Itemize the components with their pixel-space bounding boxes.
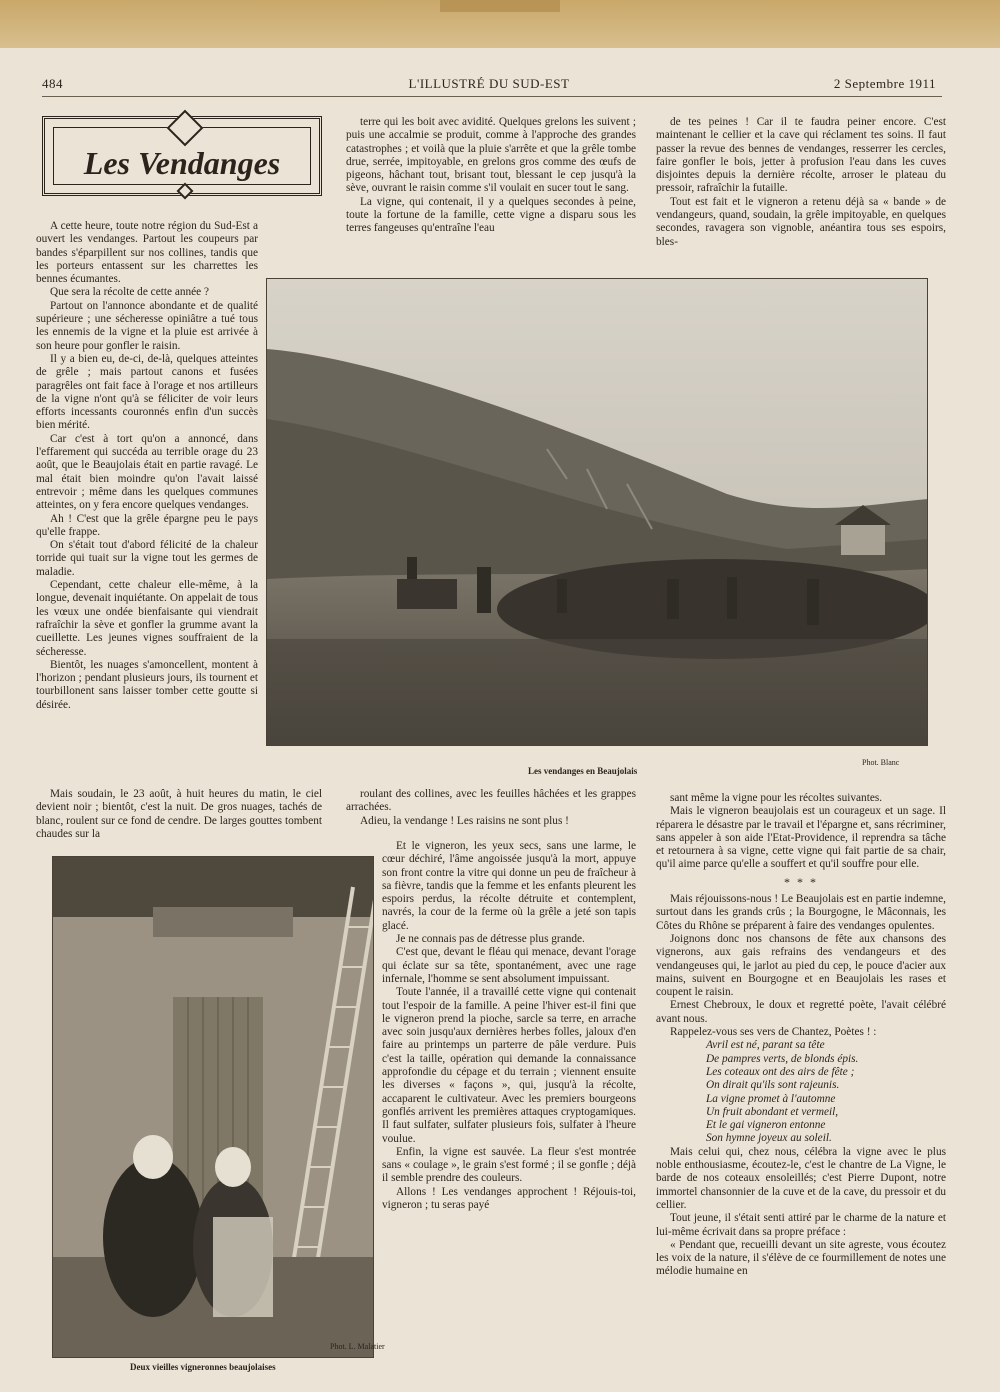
poem-line: Et le gai vigneron entonne <box>706 1119 826 1132</box>
poem-line: La vigne promet à l'automne <box>706 1092 836 1105</box>
column-1-bottom-text <box>36 788 322 840</box>
paragraph: On s'était tout d'abord félicité de la chaleur torride qui tuait sur la vigne tout les germes de maladie. <box>36 539 258 578</box>
paragraph: Allons ! Les vendanges approchent ! Réjouis-toi, vigneron ; tu seras payé <box>382 1185 636 1212</box>
poem-line: On dirait qu'ils sont rajeunis. <box>706 1079 840 1092</box>
paragraph: « Pendant que, recueilli devant un site agreste, vous écoutez les voix de la nature, il s'élève de ce fourmillement de notes une mélodie humaine en <box>656 1238 946 1278</box>
paragraph: Mais celui qui, chez nous, célébra la vigne avec le plus noble enthousiasme, écoutez-le, c'est le chantre de La Vigne, le barde de nos coteaux ensoleillés; c'est Pierre Dupont, notre immortel chansonnier de la cuve et de la cave, du pressoir et du cellier. <box>656 1145 946 1211</box>
paragraph: roulant des collines, avec les feuilles hâchées et les grappes arrachées. <box>346 788 636 814</box>
paragraph: A cette heure, toute notre région du Sud-Est a ouvert les vendanges. Partout les coupeurs par bandes s'éparpillent sur nos collines, tandis que les porteurs entassent sur les charrettes les bennes écumantes. <box>36 220 258 286</box>
paragraph: Rappelez-vous ses vers de Chantez, Poètes ! : <box>670 1026 877 1039</box>
vigneronnes-photo <box>52 856 374 1358</box>
header-rule <box>42 96 942 97</box>
column-2-bottom-text <box>382 840 636 1360</box>
paragraph: Ah ! C'est que la grêle épargne peu le pays qu'elle frappe. <box>36 512 258 538</box>
issue-date: 2 Septembre 1911 <box>833 76 936 91</box>
paragraph: Tout jeune, il s'était senti attiré par le charme de la nature et lui-même écrivait dans sa propre préface : <box>656 1212 946 1238</box>
paragraph: sant même la vigne pour les récoltes suivantes. <box>670 792 883 804</box>
column-2-bottom-first-text <box>346 788 636 844</box>
paragraph: Et le vigneron, les yeux secs, sans une larme, le cœur déchiré, l'âme angoissée jusqu'à la mort, appuye son front contre la vitre qui donne un peu de fraîcheur à sa fièvre, tandis que la femme et les enfants pleurent les espoirs perdus, la récolte détruite et contemplent, navrés, la cour de la ferme où la grêle a jeté son tapis glacé. <box>382 840 636 932</box>
page-number: 484 <box>42 76 63 91</box>
vineyard-photo <box>266 278 928 746</box>
paragraph: terre qui les boit avec avidité. Quelques grelons les suivent ; puis une accalmie se produit, comme à l'approche des grandes catastrophes ; et voilà que la pluie s'arrête et que la grêle tombe drue, serrée, impitoyable, en grelons gros comme des œufs de pigeons, hâchant tout, brisant tout, blessant le cep jusqu'à la sève, ouvrant le raisin comme s'il voulait en sucer tout le sang. <box>346 116 636 195</box>
paragraph: Partout on l'annonce abondante et de qualité supérieure ; une sécheresse opiniâtre a tué tous les ennemis de la vigne et la pluie est arrivée à son heure pour gonfler le raisin. <box>36 299 258 352</box>
paragraph: Enfin, la vigne est sauvée. La fleur s'est montrée sans « coulage », le grain s'est formé ; il se gonfle ; déjà il semble prendre des couleurs. <box>382 1145 636 1185</box>
section-break-asterisks: * * * <box>784 874 818 889</box>
paragraph: Toute l'année, il a travaillé cette vigne qui contenait tout l'espoir de la famille. A peine l'hiver est-il fini que le vigneron prend la pioche, sarcle sa terre, en arrache avec soin jusqu'aux dernières herbes folles, jaloux d'en faire au printemps un parterre de pâle verdure. Puis c'est la taille, opération qui demande la connaissance approfondie du cépage et du terrain ; viennent ensuite les diverses « façons », qui, jusqu'à la récolte, accaparent le cultivateur. Avec les premiers bourgeons gonflés arrivent les premières attaques cryptogamiques. Il faut sulfater, sulfater plusieurs fois, sulfater à l'heure voulue. <box>382 986 636 1145</box>
paragraph: Bientôt, les nuages s'amoncellent, montent à l'horizon ; pendant plusieurs jours, ils tournent et tourbillonent sans laisser tomber cette goutte si désirée. <box>36 658 258 711</box>
vineyard-scene-image <box>267 279 928 746</box>
poem-line: Avril est né, parant sa tête <box>706 1039 825 1052</box>
paragraph: Mais le vigneron beaujolais est un courageux et un sage. Il réparera le désastre par le travail et l'épargne et, sans récriminer, sans appeler à son aide l'Etat-Providence, il reprendra sa tâche et retournera à sa vigne, cette vigne qui fait partie de sa chair, qu'il aime parce qu'elle a souffert et qu'il souffre pour elle. <box>656 805 946 871</box>
hut <box>841 523 885 555</box>
paragraph: Joignons donc nos chansons de fête aux chansons des vignerons, aux gais refrains des vendangeurs et des vendangeuses qui, le jarlot au pied du cep, le pouce d'acier aux mains, suivent en Bourgogne et en Beaujolais les rases et coupent le raisin. <box>656 932 946 999</box>
vigneronnes-photo-credit: Phot. L. Malatier <box>330 1342 385 1351</box>
diamond-ornament-small-icon <box>177 183 194 200</box>
paragraph: Cependant, cette chaleur elle-même, à la longue, devenait inquiétante. On appelait de tous les vœux une ondée bienfaisante qui viendrait rafraîchir la sève et gonfler la grumme avant la cueillette. Les jeunes vignes souffraient de la sécheresse. <box>36 579 258 658</box>
paragraph: C'est que, devant le fléau qui menace, devant l'orage qui éclate sur sa tête, spontanément, avec une rage infernale, l'homme se sent absolument impuissant. <box>382 946 636 985</box>
paragraph: de tes peines ! Car il te faudra peiner encore. C'est maintenant le cellier et la cave qui réclament tes soins. Il faut passer la revue des bennes de vendanges, resserrer les cercles, faire gonfler le bois, jetter à profusion l'eau dans les cuves disjointes depuis la dernière récolte, arroser le plateau du pressoir, rafraîchir la futaille. <box>656 116 946 195</box>
poem-line: Un fruit abondant et vermeil, <box>706 1105 839 1118</box>
paragraph: Il y a bien eu, de-ci, de-là, quelques atteintes de grêle ; mais partout canons et fusées paragrêles ont fait face à l'orage et nos artilleurs de la vigne n'ont qu'à se féliciter de voir leurs efforts incessants couronnés enfin d'un succès bien mérité. <box>36 352 258 432</box>
publication-title: L'ILLUSTRÉ DU SUD-EST <box>408 76 570 91</box>
column-2-top-text <box>346 116 636 266</box>
paragraph: Ernest Chebroux, le doux et regretté poète, l'avait célébré avant nous. <box>656 999 946 1025</box>
vineyard-photo-credit: Phot. Blanc <box>862 758 900 767</box>
paragraph: Mais soudain, le 23 août, à huit heures du matin, le ciel devient noir ; bientôt, c'est la nuit. De gros nuages, tachés de blanc, roulent sur ce fond de cendre. De larges gouttes tombent chaudes sur la <box>36 788 322 840</box>
running-head <box>42 76 936 94</box>
paragraph: Adieu, la vendange ! Les raisins ne sont plus ! <box>360 814 569 827</box>
paragraph: Tout est fait et le vigneron a retenu déjà sa « bande » de vendangeurs, quand, soudain, la grêle impitoyable, en quelques secondes, ravagera son vignoble, anéantira tous ses espoirs, bles- <box>656 195 946 248</box>
headline-frame <box>42 116 322 196</box>
column-1-text <box>36 220 258 800</box>
column-3-bottom-text <box>656 792 946 1372</box>
vigneronne-left <box>103 1157 203 1317</box>
tape-tab <box>440 0 560 12</box>
paragraph: La vigne, qui contenait, il y a quelques secondes à peine, toute la fortune de la famille, cette vigne a disparu sous les terres fangeuses qu'entraîne l'eau <box>346 195 636 235</box>
poem-line: Son hymne joyeux au soleil. <box>706 1132 832 1145</box>
paragraph: Car c'est à tort qu'on a annoncé, dans l'effarement qui succéda au terrible orage du 23 août, que le Beaujolais était en partie ravagé. Le mal était bien moindre qu'on l'avait laissé entrevoir ; même dans les quelques communes atteintes, on y fera encore quelques vendanges. <box>36 432 258 512</box>
vineyard-photo-caption: Les vendanges en Beaujolais <box>528 766 638 776</box>
vigneronnes-photo-caption: Deux vieilles vigneronnes beaujolaises <box>130 1362 276 1372</box>
article-headline: Les Vendanges <box>83 145 281 181</box>
paragraph: Je ne connais pas de détresse plus grande. <box>396 933 585 946</box>
column-3-top-text <box>656 116 946 266</box>
paragraph: Que sera la récolte de cette année ? <box>50 286 209 299</box>
poem-line: De pampres verts, de blonds épis. <box>706 1052 859 1065</box>
paragraph: Mais réjouissons-nous ! Le Beaujolais est en partie indemne, surtout dans les grands crûs ; la Bourgogne, le Mâconnais, les Côtes du Rhône se préparent à faire des vendanges opulentes. <box>656 893 946 932</box>
poem-line: Les coteaux ont des airs de fête ; <box>706 1065 855 1078</box>
diamond-ornament-icon <box>167 110 204 147</box>
vigneronnes-scene-image <box>53 857 374 1358</box>
